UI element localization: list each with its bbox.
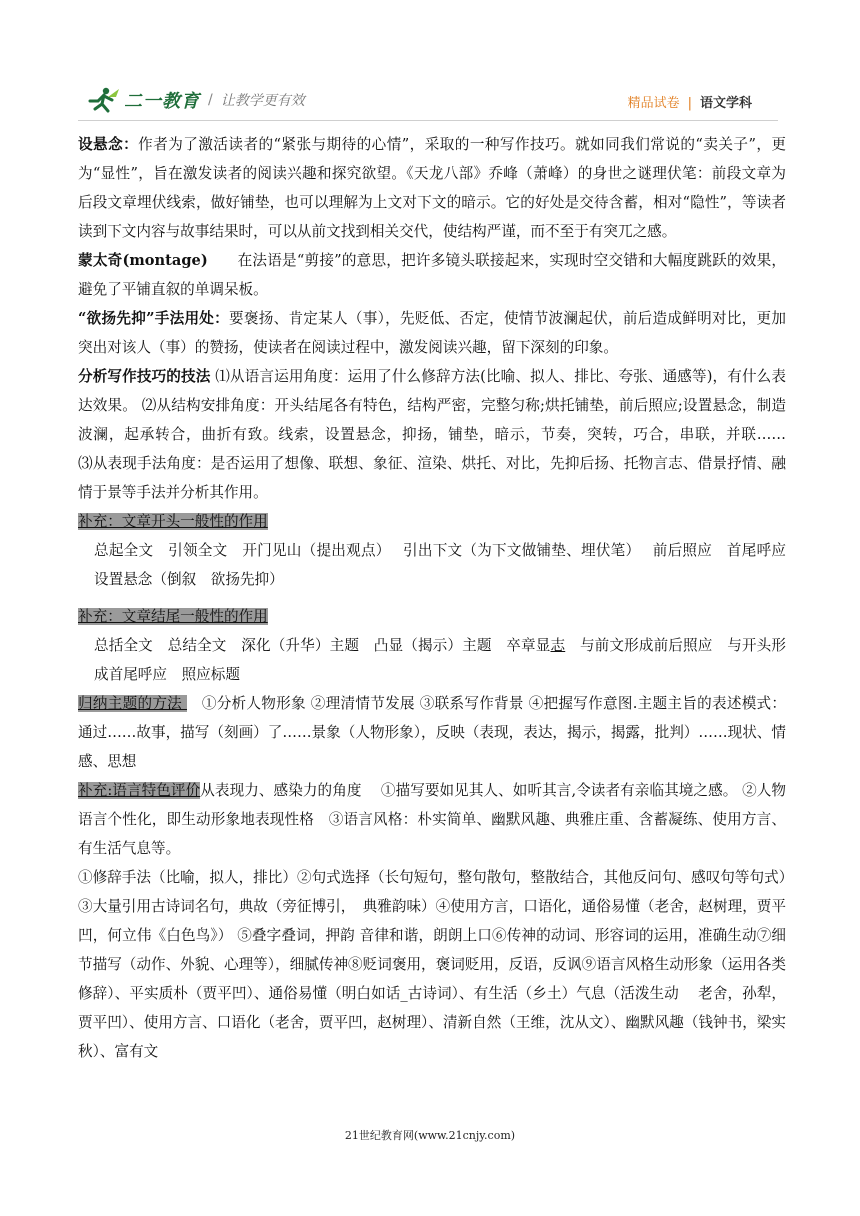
header-label-subject: 语文学科 — [699, 96, 752, 111]
header-right — [628, 92, 752, 111]
logo — [86, 86, 305, 114]
header-divider: | — [687, 96, 692, 111]
underlined-char: 志 — [550, 637, 566, 654]
logo-text: 二一教育 — [124, 91, 200, 112]
header-label-premium: 精品试卷 — [627, 96, 680, 111]
section-language — [78, 776, 786, 863]
header-rule — [78, 120, 778, 121]
paragraph-text: 在法语是“剪接”的意思，把许多镜头联接起来，实现时空交错和大幅度跳跃的效果，避免了平铺直叙的单调呆板。 — [78, 252, 786, 298]
page-header — [78, 84, 778, 118]
runner-logo-icon — [86, 87, 120, 113]
term-label: 分析写作技巧的技法 — [78, 368, 211, 385]
section-heading-opening — [78, 507, 786, 536]
paragraph-suspense — [78, 130, 786, 246]
paragraph-montage — [78, 246, 786, 304]
section-text-ending — [78, 631, 786, 689]
paragraph-text: ①分析人物形象 ②理清情节发展 ③联系写作背景 ④把握写作意图.主题主旨的表述模式：通过……故事，描写（刻画）了……景象（人物形象），反映（表现，表达，揭示，揭露，批判）……现状、情感、思想 — [78, 695, 787, 770]
document-body — [78, 130, 816, 1066]
highlighted-heading: 归纳主题的方法 — [78, 695, 187, 712]
spacer — [78, 594, 786, 602]
term-label: 设悬念： — [78, 136, 139, 153]
paragraph-contrast — [78, 304, 786, 362]
term-label: “欲扬先抑”手法用处： — [78, 310, 230, 327]
page-footer: 21世纪教育网(www.21cnjy.com) — [344, 1129, 516, 1142]
term-label: 蒙太奇(montage) — [78, 252, 208, 269]
highlighted-heading: 补充:语言特色评价 — [78, 782, 201, 799]
paragraph-text: 要褒扬、肯定某人（事），先贬低、否定，使情节波澜起伏，前后造成鲜明对比，更加突出对该人（事）的赞扬，使读者在阅读过程中，激发阅读兴趣，留下深刻的印象。 — [78, 310, 786, 356]
section-theme — [78, 689, 786, 776]
paragraph-text: 总括全文 总结全文 深化（升华）主题 凸显（揭示）主题 卒章显 — [94, 637, 551, 654]
paragraph-techniques — [78, 362, 816, 507]
paragraph-text: 作者为了激活读者的“紧张与期待的心情”，采取的一种写作技巧。就如同我们常说的“卖关子”，更为“显性”，旨在激发读者的阅读兴趣和探究欲望。《天龙八部》乔峰（萧峰）的身世之谜理伏笔：前段文章为后段文章埋伏线索，做好铺垫，也可以理解为上文对下文的暗示。它的好处是交待含蓄，相对“隐性”，等读者读到下文内容与故事结果时，可以从前文找到相关交代，使结构严谨，而不至于有突兀之感。 — [78, 136, 786, 240]
slogan-separator: / — [208, 92, 213, 108]
highlighted-heading: 补充：文章结尾一般性的作用 — [78, 608, 268, 625]
paragraph-text: ⑴从语言运用角度：运用了什么修辞方法(比喻、拟人、排比、夸张、通感等)，有什么表达效果。 ⑵从结构安排角度：开头结尾各有特色，结构严密，完整匀称;烘托铺垫，前后照应;设置悬念，制造波澜，起承转合，曲折有致。线索，设置悬念，抑扬，铺垫，暗示，节奏，突转，巧合，串联，并联…… ⑶从表现手法角度：是否运用了想像、联想、象征、渲染、烘托、对比，先抑后扬、托物言志、借景抒情、融情于景等手法并分析其作用。 — [78, 368, 816, 501]
highlighted-heading: 补充：文章开头一般性的作用 — [78, 513, 268, 530]
section-text-opening: 总起全文 引领全文 开门见山（提出观点） 引出下文（为下文做铺垫、埋伏笔） 前后照应 首尾呼应 设置悬念（倒叙 欲扬先抑） — [94, 542, 801, 588]
paragraph-rhetoric: ①修辞手法（比喻，拟人，排比）②句式选择（长句短句，整句散句，整散结合，其他反问句、感叹句等句式）③大量引用古诗词名句，典故（旁征博引， 典雅韵味）④使用方言，口语化，通俗易懂（老舍，赵树理，贾平凹，何立伟《白色鸟》） ⑤叠字叠词，押韵 音律和谐，朗朗上口⑥传神的动词、形容词的运用，准确生动⑦细节描写（动作、外貌、心理等），细腻传神⑧贬词褒用，褒词贬用，反语，反讽⑨语言风格生动形象（运用各类修辞）、平实质朴（贾平凹）、通俗易懂（明白如话_古诗词）、有生活（乡土）气息（活泼生动 老舍，孙犁，贾平凹）、使用方言、口语化（老舍，贾平凹，赵树理）、清新自然（王维，沈从文）、幽默风趣（钱钟书，梁实秋）、富有文 — [78, 869, 786, 1060]
section-heading-ending — [78, 602, 786, 631]
paragraph-text: 与前文形成前后照应 与开头形成首尾呼应 照应标题 — [94, 637, 786, 683]
paragraph-text: 从表现力、感染力的角度 ①描写要如见其人、如听其言,令读者有亲临其境之感。 ②人物语言个性化，即生动形象地表现性格 ③语言风格：朴实简单、幽默风趣、典雅庄重、含蓄凝练、使用方言、有生活气息等。 — [78, 782, 787, 857]
slogan: 让教学更有效 — [220, 93, 305, 109]
